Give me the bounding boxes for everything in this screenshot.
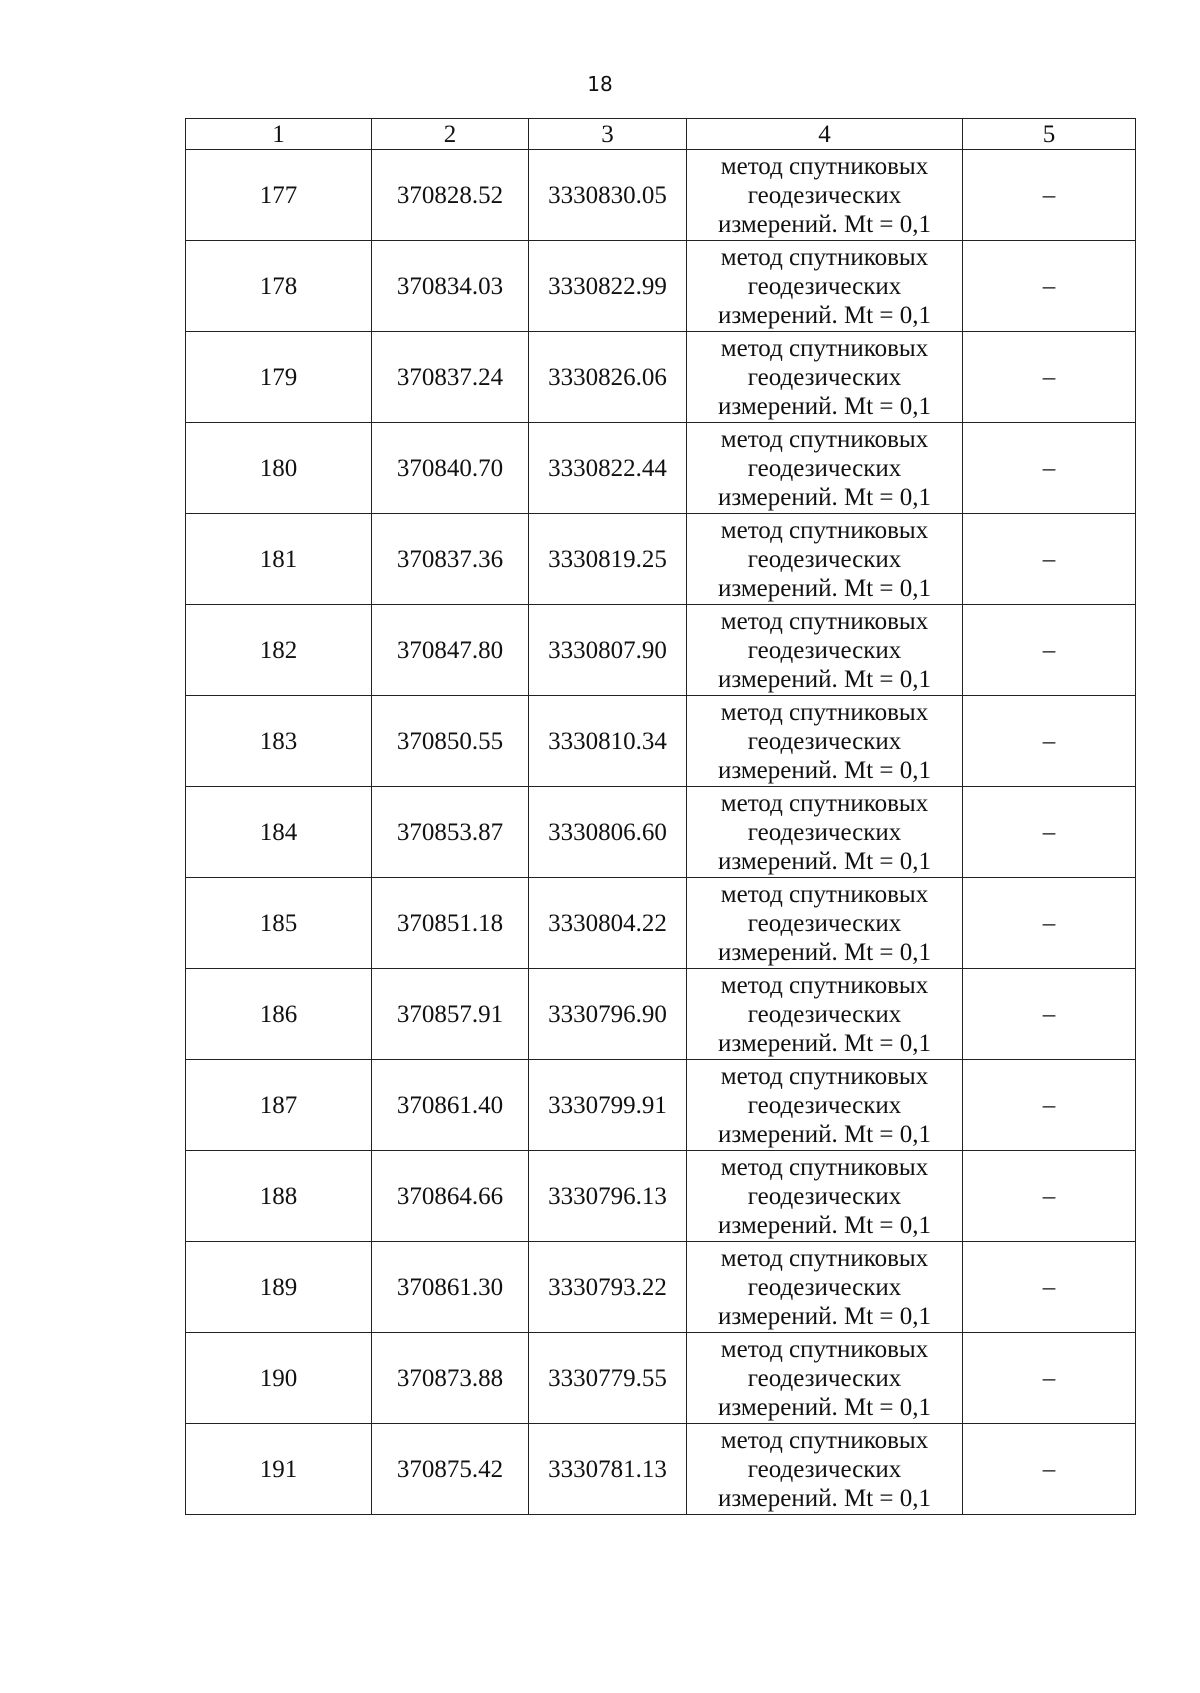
method-cell bbox=[687, 787, 963, 878]
point-number-cell: 187 bbox=[186, 1060, 372, 1151]
table-row bbox=[186, 878, 1136, 969]
method-line: геодезических bbox=[747, 1091, 902, 1119]
note-cell: – bbox=[963, 514, 1136, 605]
method-cell bbox=[687, 1333, 963, 1424]
method-line: метод спутниковых bbox=[720, 1062, 929, 1090]
y-coordinate-cell: 3330819.25 bbox=[529, 514, 687, 605]
header-row bbox=[186, 119, 1136, 150]
method-line: геодезических bbox=[747, 1182, 902, 1210]
method-line: метод спутниковых bbox=[720, 516, 929, 544]
table-row bbox=[186, 514, 1136, 605]
note-cell: – bbox=[963, 605, 1136, 696]
method-cell bbox=[687, 1151, 963, 1242]
method-line: измерений. Mt = 0,1 bbox=[717, 392, 932, 420]
point-number-cell: 178 bbox=[186, 241, 372, 332]
table-body bbox=[186, 150, 1136, 1515]
note-cell: – bbox=[963, 241, 1136, 332]
method-line: геодезических bbox=[747, 1455, 902, 1483]
note-cell: – bbox=[963, 1060, 1136, 1151]
table-row bbox=[186, 332, 1136, 423]
x-coordinate-cell: 370840.70 bbox=[372, 423, 529, 514]
method-line: измерений. Mt = 0,1 bbox=[717, 1120, 932, 1148]
method-line: метод спутниковых bbox=[720, 1426, 929, 1454]
coordinates-table bbox=[185, 118, 1136, 1515]
method-line: метод спутниковых bbox=[720, 789, 929, 817]
header-col-2: 2 bbox=[372, 119, 529, 150]
point-number-cell: 180 bbox=[186, 423, 372, 514]
method-line: измерений. Mt = 0,1 bbox=[717, 665, 932, 693]
note-cell: – bbox=[963, 696, 1136, 787]
method-cell bbox=[687, 605, 963, 696]
note-cell: – bbox=[963, 1151, 1136, 1242]
method-line: измерений. Mt = 0,1 bbox=[717, 574, 932, 602]
method-cell bbox=[687, 696, 963, 787]
method-line: геодезических bbox=[747, 272, 902, 300]
table-row bbox=[186, 969, 1136, 1060]
note-cell: – bbox=[963, 423, 1136, 514]
page-number: 18 bbox=[587, 72, 613, 96]
note-cell: – bbox=[963, 1333, 1136, 1424]
method-line: измерений. Mt = 0,1 bbox=[717, 1211, 932, 1239]
table-row bbox=[186, 150, 1136, 241]
method-line: метод спутниковых bbox=[720, 334, 929, 362]
method-line: геодезических bbox=[747, 1273, 902, 1301]
method-line: метод спутниковых bbox=[720, 1153, 929, 1181]
method-line: геодезических bbox=[747, 909, 902, 937]
point-number-cell: 183 bbox=[186, 696, 372, 787]
x-coordinate-cell: 370837.36 bbox=[372, 514, 529, 605]
note-cell: – bbox=[963, 332, 1136, 423]
table-row bbox=[186, 1242, 1136, 1333]
method-line: измерений. Mt = 0,1 bbox=[717, 1029, 932, 1057]
table-row bbox=[186, 1424, 1136, 1515]
method-line: геодезических bbox=[747, 727, 902, 755]
method-line: геодезических bbox=[747, 454, 902, 482]
method-cell bbox=[687, 150, 963, 241]
method-line: геодезических bbox=[747, 636, 902, 664]
x-coordinate-cell: 370873.88 bbox=[372, 1333, 529, 1424]
point-number-cell: 186 bbox=[186, 969, 372, 1060]
x-coordinate-cell: 370834.03 bbox=[372, 241, 529, 332]
table-row bbox=[186, 696, 1136, 787]
method-cell bbox=[687, 969, 963, 1060]
method-line: метод спутниковых bbox=[720, 1244, 929, 1272]
x-coordinate-cell: 370850.55 bbox=[372, 696, 529, 787]
point-number-cell: 191 bbox=[186, 1424, 372, 1515]
method-line: геодезических bbox=[747, 1364, 902, 1392]
point-number-cell: 181 bbox=[186, 514, 372, 605]
method-cell bbox=[687, 1060, 963, 1151]
y-coordinate-cell: 3330806.60 bbox=[529, 787, 687, 878]
table-row bbox=[186, 1060, 1136, 1151]
method-line: метод спутниковых bbox=[720, 425, 929, 453]
x-coordinate-cell: 370837.24 bbox=[372, 332, 529, 423]
y-coordinate-cell: 3330807.90 bbox=[529, 605, 687, 696]
y-coordinate-cell: 3330804.22 bbox=[529, 878, 687, 969]
method-line: геодезических bbox=[747, 818, 902, 846]
method-cell bbox=[687, 423, 963, 514]
x-coordinate-cell: 370857.91 bbox=[372, 969, 529, 1060]
x-coordinate-cell: 370851.18 bbox=[372, 878, 529, 969]
x-coordinate-cell: 370861.30 bbox=[372, 1242, 529, 1333]
method-line: геодезических bbox=[747, 1000, 902, 1028]
method-line: геодезических bbox=[747, 181, 902, 209]
note-cell: – bbox=[963, 1242, 1136, 1333]
point-number-cell: 177 bbox=[186, 150, 372, 241]
point-number-cell: 179 bbox=[186, 332, 372, 423]
x-coordinate-cell: 370861.40 bbox=[372, 1060, 529, 1151]
method-line: метод спутниковых bbox=[720, 152, 929, 180]
table-row bbox=[186, 423, 1136, 514]
method-line: метод спутниковых bbox=[720, 880, 929, 908]
y-coordinate-cell: 3330822.44 bbox=[529, 423, 687, 514]
method-line: измерений. Mt = 0,1 bbox=[717, 1302, 932, 1330]
note-cell: – bbox=[963, 969, 1136, 1060]
header-col-5: 5 bbox=[963, 119, 1136, 150]
method-cell bbox=[687, 878, 963, 969]
method-line: метод спутниковых bbox=[720, 698, 929, 726]
note-cell: – bbox=[963, 787, 1136, 878]
y-coordinate-cell: 3330810.34 bbox=[529, 696, 687, 787]
point-number-cell: 190 bbox=[186, 1333, 372, 1424]
table-row bbox=[186, 1333, 1136, 1424]
method-line: измерений. Mt = 0,1 bbox=[717, 847, 932, 875]
y-coordinate-cell: 3330799.91 bbox=[529, 1060, 687, 1151]
table-header bbox=[186, 119, 1136, 150]
x-coordinate-cell: 370853.87 bbox=[372, 787, 529, 878]
method-line: измерений. Mt = 0,1 bbox=[717, 1484, 932, 1512]
table-row bbox=[186, 787, 1136, 878]
method-line: измерений. Mt = 0,1 bbox=[717, 756, 932, 784]
table-row bbox=[186, 1151, 1136, 1242]
method-line: измерений. Mt = 0,1 bbox=[717, 483, 932, 511]
x-coordinate-cell: 370875.42 bbox=[372, 1424, 529, 1515]
x-coordinate-cell: 370847.80 bbox=[372, 605, 529, 696]
method-line: измерений. Mt = 0,1 bbox=[717, 1393, 932, 1421]
method-line: геодезических bbox=[747, 363, 902, 391]
method-line: метод спутниковых bbox=[720, 971, 929, 999]
point-number-cell: 185 bbox=[186, 878, 372, 969]
point-number-cell: 182 bbox=[186, 605, 372, 696]
table-row bbox=[186, 605, 1136, 696]
method-cell bbox=[687, 1242, 963, 1333]
method-line: метод спутниковых bbox=[720, 607, 929, 635]
point-number-cell: 188 bbox=[186, 1151, 372, 1242]
point-number-cell: 184 bbox=[186, 787, 372, 878]
method-line: метод спутниковых bbox=[720, 243, 929, 271]
y-coordinate-cell: 3330796.13 bbox=[529, 1151, 687, 1242]
x-coordinate-cell: 370828.52 bbox=[372, 150, 529, 241]
method-cell bbox=[687, 514, 963, 605]
method-line: геодезических bbox=[747, 545, 902, 573]
header-col-3: 3 bbox=[529, 119, 687, 150]
header-col-4: 4 bbox=[687, 119, 963, 150]
method-cell bbox=[687, 332, 963, 423]
header-col-1: 1 bbox=[186, 119, 372, 150]
point-number-cell: 189 bbox=[186, 1242, 372, 1333]
table-row bbox=[186, 241, 1136, 332]
method-line: измерений. Mt = 0,1 bbox=[717, 210, 932, 238]
method-line: измерений. Mt = 0,1 bbox=[717, 938, 932, 966]
note-cell: – bbox=[963, 878, 1136, 969]
y-coordinate-cell: 3330781.13 bbox=[529, 1424, 687, 1515]
y-coordinate-cell: 3330796.90 bbox=[529, 969, 687, 1060]
method-line: метод спутниковых bbox=[720, 1335, 929, 1363]
y-coordinate-cell: 3330826.06 bbox=[529, 332, 687, 423]
method-cell bbox=[687, 241, 963, 332]
y-coordinate-cell: 3330830.05 bbox=[529, 150, 687, 241]
note-cell: – bbox=[963, 150, 1136, 241]
y-coordinate-cell: 3330779.55 bbox=[529, 1333, 687, 1424]
method-line: измерений. Mt = 0,1 bbox=[717, 301, 932, 329]
y-coordinate-cell: 3330793.22 bbox=[529, 1242, 687, 1333]
x-coordinate-cell: 370864.66 bbox=[372, 1151, 529, 1242]
note-cell: – bbox=[963, 1424, 1136, 1515]
y-coordinate-cell: 3330822.99 bbox=[529, 241, 687, 332]
method-cell bbox=[687, 1424, 963, 1515]
